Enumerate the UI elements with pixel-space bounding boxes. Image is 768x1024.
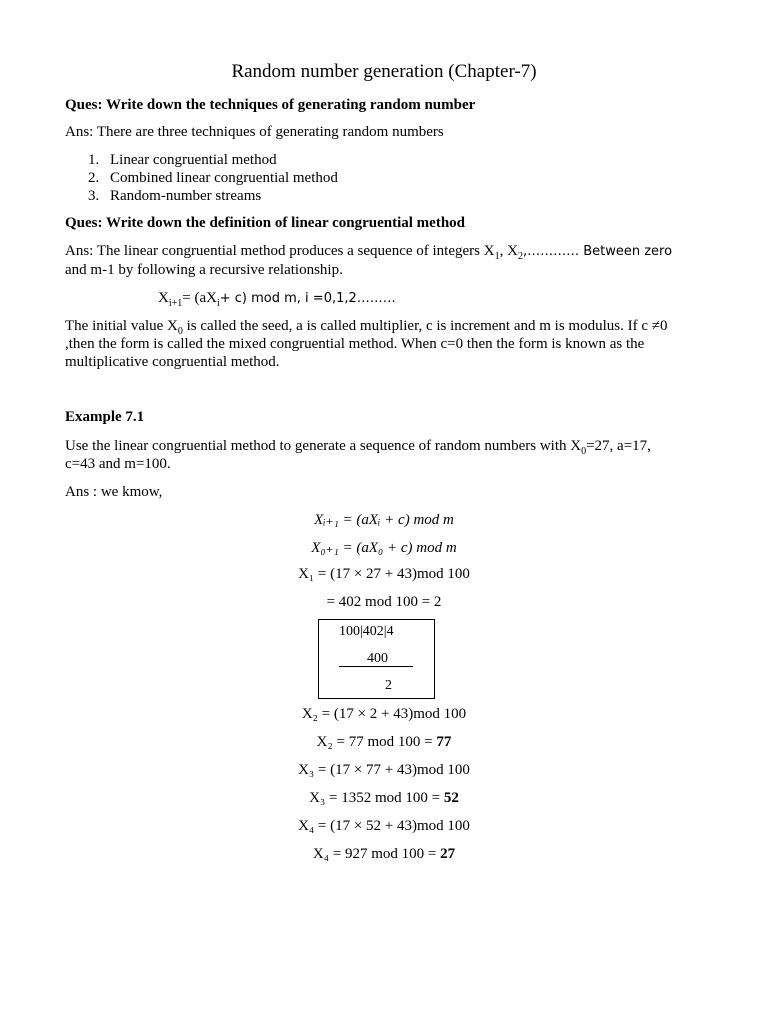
answer-2-line-2: and m-1 by following a recursive relationship. (65, 262, 343, 278)
list-text: Random-number streams (110, 188, 262, 204)
division-line-3: 2 (385, 678, 392, 693)
equation-step: X₄ = (17 × 52 + 43)mod 100 (298, 818, 470, 834)
division-box (318, 619, 435, 699)
question-2: Ques: Write down the definition of linear congruential method (65, 215, 466, 231)
definition-line-2: ,then the form is called the mixed congruential method. When c=0 then the form is known as the (65, 336, 645, 352)
equation-step: X₂ = 77 mod 100 = 77 (316, 734, 452, 750)
example-answer-intro: Ans : we kmow, (65, 484, 163, 500)
equation-x1-result: = 402 mod 100 = 2 (326, 594, 442, 610)
definition-line-1: The initial value $X_0$ is called the seed, a is called multiplier, c is increment and m is modulus. If c ≠0 (65, 318, 668, 337)
equation-step: X₃ = (17 × 77 + 43)mod 100 (298, 762, 470, 778)
list-item (88, 187, 261, 205)
page-title: Random number generation (Chapter-7) (231, 61, 537, 82)
question-1: Ques: Write down the techniques of generating random number (65, 97, 476, 113)
recursive-formula: $X_{i+1}= (aX_i+ c)$ mod m, i =0,1,2……… (158, 290, 396, 309)
list-number: 3. (88, 188, 100, 204)
answer-1: Ans: There are three techniques of generating random numbers (65, 124, 444, 140)
division-line-2: 400 (367, 651, 388, 666)
list-item (88, 151, 277, 169)
list-text: Combined linear congruential method (110, 170, 338, 186)
example-line-2: c=43 and m=100. (65, 456, 171, 472)
list-text: Linear congruential method (110, 152, 277, 168)
example-line-1: Use the linear congruential method to generate a sequence of random numbers with $X_0=27$, a=17, (65, 438, 651, 457)
list-item (88, 169, 338, 187)
example-heading: Example 7.1 (65, 409, 145, 425)
answer-2-line-1: Ans: The linear congruential method produces a sequence of integers $X_1$, $X_2,\dots\dots\dots\dots$ Between zero (65, 243, 673, 262)
definition-line-3: multiplicative congruential method. (65, 354, 280, 370)
equation-step: X₄ = 927 mod 100 = 27 (312, 846, 456, 862)
division-line-1: 100|402|4 (339, 624, 394, 639)
list-number: 2. (88, 170, 100, 186)
equation-step: X₃ = 1352 mod 100 = 52 (309, 790, 459, 806)
division-rule (339, 666, 413, 667)
equation-x1: X₁ = (17 × 27 + 43)mod 100 (298, 566, 470, 582)
equation-x1-general: X₀₊₁ = (aX₀ + c) mod m (311, 540, 457, 556)
equation-step: X₂ = (17 × 2 + 43)mod 100 (301, 706, 467, 722)
equation-general: Xᵢ₊₁ = (aXᵢ + c) mod m (314, 512, 454, 528)
list-number: 1. (88, 152, 100, 168)
